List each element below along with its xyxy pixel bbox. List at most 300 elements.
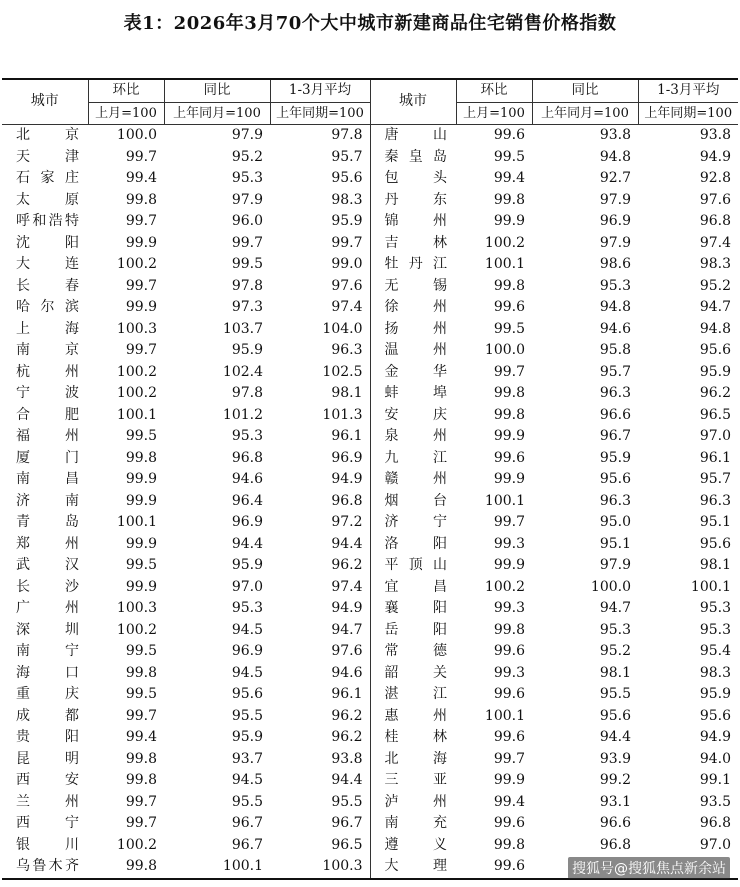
col-header-avg: 1-3月平均: [270, 79, 370, 102]
table-row: [2, 426, 738, 448]
yoy-value-right: 94.8: [599, 148, 631, 165]
city-name-right: 丹东: [370, 190, 456, 212]
avg-value: 98.3: [331, 191, 363, 208]
yoy-value-right: 95.7: [599, 363, 631, 380]
mom-value: 99.4: [125, 170, 157, 186]
col-subheader-mom: 上月=100: [88, 102, 164, 125]
city-name: 青岛: [16, 514, 80, 530]
table-row: [2, 276, 738, 298]
city-name: 南宁: [16, 643, 80, 659]
mom-value-right: 99.8: [493, 191, 525, 208]
yoy-value-right: 96.6: [599, 815, 631, 831]
mom-value: 99.7: [125, 793, 157, 810]
yoy-value-right: 96.6: [599, 406, 631, 423]
mom-value: 99.7: [125, 277, 157, 294]
yoy-value: 95.3: [231, 600, 263, 616]
mom-value: 100.2: [116, 836, 157, 853]
mom-value: 99.8: [125, 449, 157, 466]
col-header-mom-right: 环比: [456, 79, 532, 102]
avg-value: 98.1: [331, 385, 363, 401]
table-row: [2, 512, 738, 534]
city-name: 宁波: [16, 385, 80, 401]
header-row: [2, 79, 738, 102]
yoy-value: 94.5: [231, 621, 263, 638]
city-name-right: 桂林: [370, 727, 456, 749]
mom-value-right: 99.8: [493, 277, 525, 294]
table-row: [2, 319, 738, 341]
yoy-value: 99.5: [231, 256, 263, 272]
city-name: 北京: [16, 127, 80, 143]
avg-value: 97.4: [331, 299, 363, 315]
yoy-value-right: 95.2: [599, 643, 631, 659]
yoy-value: 95.3: [231, 428, 263, 444]
yoy-value: 93.7: [231, 750, 263, 767]
table-row: [2, 168, 738, 190]
city-name: 乌鲁木齐: [2, 856, 88, 879]
yoy-value-right: 94.4: [599, 729, 631, 745]
mom-value: 99.7: [125, 707, 157, 724]
mom-value: 99.8: [125, 772, 157, 788]
table-row: [2, 727, 738, 749]
table-row: [2, 233, 738, 255]
yoy-value: 96.9: [231, 514, 263, 530]
avg-value-right: 96.8: [699, 815, 731, 831]
city-name: 武汉: [16, 557, 80, 573]
table-row: [2, 663, 738, 685]
mom-value: 99.5: [125, 557, 157, 573]
mom-value-right: 99.3: [493, 664, 525, 681]
mom-value: 100.3: [116, 320, 157, 337]
city-name: 兰州: [16, 793, 80, 810]
mom-value-right: 99.6: [493, 815, 525, 831]
city-name-right: 安庆: [370, 405, 456, 427]
mom-value-right: 99.7: [493, 363, 525, 380]
mom-value: 99.9: [125, 299, 157, 315]
avg-value: 97.8: [331, 127, 363, 143]
city-name: 重庆: [16, 686, 80, 702]
mom-value-right: 99.6: [456, 856, 532, 879]
mom-value: 99.8: [125, 750, 157, 767]
col-header-city-right: 城市: [370, 79, 456, 125]
city-name-right: 常德: [370, 641, 456, 663]
city-name-right: 九江: [370, 448, 456, 470]
yoy-value: 95.3: [231, 170, 263, 186]
yoy-value-right: 96.7: [599, 428, 631, 444]
yoy-value-right: 93.8: [599, 127, 631, 143]
avg-value: 94.6: [331, 664, 363, 681]
city-name: 银川: [16, 836, 80, 853]
mom-value-right: 99.6: [493, 127, 525, 143]
city-name-right: 南充: [370, 813, 456, 835]
avg-value: 95.7: [331, 148, 363, 165]
yoy-value-right: 98.6: [599, 256, 631, 272]
col-header-yoy-right: 同比: [532, 79, 638, 102]
city-name: 海口: [16, 664, 80, 681]
avg-value-right: 95.6: [699, 707, 731, 724]
avg-value-right: 96.1: [699, 449, 731, 466]
yoy-value: 101.2: [222, 406, 263, 423]
avg-value-right: 98.3: [699, 664, 731, 681]
table-row: [2, 405, 738, 427]
avg-value: 100.3: [270, 856, 370, 879]
avg-value: 94.9: [331, 471, 363, 487]
avg-value: 99.0: [331, 256, 363, 272]
yoy-value-right: 93.9: [599, 750, 631, 767]
table-row: [2, 770, 738, 792]
city-name-right: 蚌埠: [370, 383, 456, 405]
city-name: 长沙: [16, 578, 80, 595]
mom-value: 100.2: [116, 621, 157, 638]
city-name-right: 徐州: [370, 297, 456, 319]
mom-value-right: 99.9: [493, 471, 525, 487]
col-subheader-mom-right: 上月=100: [456, 102, 532, 125]
city-name: 大连: [16, 256, 80, 272]
city-name: 郑州: [16, 535, 80, 552]
avg-value: 101.3: [322, 406, 363, 423]
yoy-value-right: 94.6: [599, 320, 631, 337]
mom-value-right: 100.1: [484, 256, 525, 272]
yoy-value-right: 98.1: [599, 664, 631, 681]
city-name-right: 烟台: [370, 491, 456, 513]
avg-value: 96.5: [331, 836, 363, 853]
yoy-value-right: 95.6: [599, 707, 631, 724]
yoy-value-right: 95.8: [599, 342, 631, 358]
city-name: 成都: [16, 707, 80, 724]
mom-value-right: 99.6: [493, 686, 525, 702]
col-subheader-yoy: 上年同月=100: [164, 102, 270, 125]
avg-value: 96.9: [331, 449, 363, 466]
col-header-avg-right: 1-3月平均: [638, 79, 738, 102]
mom-value-right: 99.6: [493, 729, 525, 745]
city-name: 长春: [16, 277, 80, 294]
col-header-yoy: 同比: [164, 79, 270, 102]
yoy-value-right: 96.9: [599, 213, 631, 229]
mom-value-right: 99.8: [493, 836, 525, 853]
mom-value: 99.7: [125, 342, 157, 358]
city-name: 广州: [16, 600, 80, 616]
avg-value: 99.7: [331, 234, 363, 251]
avg-value: 95.5: [331, 793, 363, 810]
avg-value: 94.4: [331, 772, 363, 788]
city-name: 沈阳: [16, 234, 80, 251]
city-name-right: 大理: [370, 856, 456, 879]
city-name-right: 秦皇岛: [370, 147, 456, 169]
price-index-table: [2, 78, 738, 880]
city-name: 福州: [16, 428, 80, 444]
city-name: 哈尔滨: [16, 299, 80, 315]
col-subheader-avg: 上年同期=100: [270, 102, 370, 125]
avg-value-right: 100.1: [690, 578, 731, 595]
yoy-value-right: 93.1: [599, 793, 631, 810]
mom-value: 99.5: [125, 643, 157, 659]
city-name-right: 宜昌: [370, 577, 456, 599]
mom-value-right: 99.9: [493, 428, 525, 444]
mom-value: 99.7: [125, 815, 157, 831]
mom-value: 99.7: [125, 213, 157, 229]
avg-value: 97.6: [331, 277, 363, 294]
yoy-value: 94.5: [231, 772, 263, 788]
yoy-value-right: 95.9: [599, 449, 631, 466]
mom-value-right: 99.4: [493, 170, 525, 186]
col-subheader-yoy-right: 上年同月=100: [532, 102, 638, 125]
mom-value: 99.9: [125, 535, 157, 552]
mom-value-right: 99.9: [493, 557, 525, 573]
col-header-city: 城市: [2, 79, 88, 125]
yoy-value-right: 95.3: [599, 621, 631, 638]
avg-value-right: 95.3: [699, 621, 731, 638]
yoy-value-right: 95.0: [599, 514, 631, 530]
avg-value: 96.8: [331, 492, 363, 509]
avg-value-right: 96.8: [699, 213, 731, 229]
table-row: [2, 706, 738, 728]
mom-value-right: 99.3: [493, 600, 525, 616]
yoy-value: 95.9: [231, 557, 263, 573]
table-row: [2, 448, 738, 470]
table-body: [2, 125, 738, 879]
yoy-value: 97.3: [231, 299, 263, 315]
avg-value: 94.4: [331, 535, 363, 552]
city-name-right: 岳阳: [370, 620, 456, 642]
city-name: 南昌: [16, 471, 80, 487]
avg-value-right: 94.9: [699, 148, 731, 165]
avg-value-right: 95.6: [699, 342, 731, 358]
mom-value-right: 99.8: [493, 406, 525, 423]
city-name-right: 金华: [370, 362, 456, 384]
city-name-right: 湛江: [370, 684, 456, 706]
mom-value-right: 99.9: [493, 213, 525, 229]
mom-value-right: 99.9: [493, 772, 525, 788]
avg-value-right: 97.0: [699, 428, 731, 444]
avg-value: 96.2: [331, 729, 363, 745]
avg-value-right: 95.6: [699, 535, 731, 552]
yoy-value: 99.7: [231, 234, 263, 251]
city-name: 济南: [16, 492, 80, 509]
mom-value: 100.1: [116, 514, 157, 530]
mom-value: 100.2: [116, 256, 157, 272]
city-name: 南京: [16, 342, 80, 358]
city-name-right: 襄阳: [370, 598, 456, 620]
yoy-value: 94.6: [231, 471, 263, 487]
mom-value: 99.8: [88, 856, 164, 879]
yoy-value: 96.8: [231, 449, 263, 466]
avg-value-right: 95.9: [699, 363, 731, 380]
yoy-value: 97.9: [231, 127, 263, 143]
city-name-right: 牡丹江: [370, 254, 456, 276]
table-row: [2, 469, 738, 491]
yoy-value-right: 96.3: [599, 492, 631, 509]
yoy-value-right: 94.7: [599, 600, 631, 616]
mom-value-right: 99.7: [493, 514, 525, 530]
mom-value-right: 100.1: [484, 492, 525, 509]
yoy-value: 97.9: [231, 191, 263, 208]
table-row: [2, 684, 738, 706]
city-name: 西宁: [16, 815, 80, 831]
yoy-value-right: 100.0: [590, 578, 631, 595]
yoy-value: 96.0: [231, 213, 263, 229]
yoy-value-right: 94.8: [599, 299, 631, 315]
avg-value: 96.1: [331, 686, 363, 702]
mom-value: 99.4: [125, 729, 157, 745]
mom-value-right: 100.2: [484, 578, 525, 595]
avg-value-right: 95.1: [699, 514, 731, 530]
city-name: 昆明: [16, 750, 80, 767]
mom-value: 99.8: [125, 664, 157, 681]
table-row: [2, 362, 738, 384]
yoy-value: 102.4: [222, 363, 263, 380]
yoy-value: 95.5: [231, 707, 263, 724]
avg-value: 97.4: [331, 578, 363, 595]
city-name-right: 赣州: [370, 469, 456, 491]
yoy-value: 95.9: [231, 342, 263, 358]
avg-value: 104.0: [322, 320, 363, 337]
yoy-value: 95.2: [231, 148, 263, 165]
avg-value: 96.2: [331, 707, 363, 724]
table-row: [2, 792, 738, 814]
avg-value-right: 92.8: [699, 170, 731, 186]
avg-value: 97.6: [331, 643, 363, 659]
table-row: [2, 125, 738, 147]
avg-value-right: 94.8: [699, 320, 731, 337]
yoy-value: 97.0: [231, 578, 263, 595]
table-row: [2, 211, 738, 233]
city-name: 贵阳: [16, 729, 80, 745]
city-name-right: 遵义: [370, 835, 456, 857]
mom-value: 99.9: [125, 578, 157, 595]
avg-value: 102.5: [322, 363, 363, 380]
mom-value-right: 100.1: [484, 707, 525, 724]
yoy-value: 95.9: [231, 729, 263, 745]
yoy-value: 95.6: [231, 686, 263, 702]
mom-value-right: 99.5: [493, 148, 525, 165]
avg-value-right: 93.5: [699, 793, 731, 810]
avg-value-right: 95.4: [699, 643, 731, 659]
city-name: 上海: [16, 320, 80, 337]
table-row: [2, 190, 738, 212]
city-name-right: 泸州: [370, 792, 456, 814]
city-name-right: 锦州: [370, 211, 456, 233]
mom-value: 99.7: [125, 148, 157, 165]
city-name-right: 泉州: [370, 426, 456, 448]
mom-value-right: 99.6: [493, 299, 525, 315]
yoy-value-right: 97.9: [599, 557, 631, 573]
table-row: [2, 835, 738, 857]
mom-value: 99.9: [125, 471, 157, 487]
col-subheader-avg-right: 上年同期=100: [638, 102, 738, 125]
city-name: 厦门: [16, 449, 80, 466]
yoy-value-right: 95.6: [599, 471, 631, 487]
table-row: [2, 254, 738, 276]
avg-value: 97.2: [331, 514, 363, 530]
avg-value-right: 95.2: [699, 277, 731, 294]
yoy-value-right: 99.2: [599, 772, 631, 788]
avg-value-right: 97.6: [699, 191, 731, 208]
mom-value: 99.5: [125, 428, 157, 444]
avg-value-right: 96.3: [699, 492, 731, 509]
city-name-right: 济宁: [370, 512, 456, 534]
avg-value-right: 97.4: [699, 234, 731, 251]
avg-value-right: 97.0: [699, 836, 731, 853]
yoy-value-right: 92.7: [599, 170, 631, 186]
city-name-right: 温州: [370, 340, 456, 362]
mom-value: 100.2: [116, 363, 157, 380]
mom-value-right: 99.6: [493, 643, 525, 659]
city-name-right: 吉林: [370, 233, 456, 255]
city-name-right: 三亚: [370, 770, 456, 792]
table-row: [2, 641, 738, 663]
table-row: [2, 491, 738, 513]
avg-value: 96.2: [331, 557, 363, 573]
mom-value: 99.9: [125, 234, 157, 251]
mom-value-right: 99.5: [493, 320, 525, 337]
yoy-value: 94.5: [231, 664, 263, 681]
city-name-right: 北海: [370, 749, 456, 771]
avg-value: 93.8: [331, 750, 363, 767]
mom-value: 99.9: [125, 492, 157, 509]
avg-value-right: 96.2: [699, 385, 731, 401]
avg-value: 96.1: [331, 428, 363, 444]
avg-value: 96.7: [331, 815, 363, 831]
avg-value: 96.3: [331, 342, 363, 358]
avg-value-right: 94.7: [699, 299, 731, 315]
city-name-right: 洛阳: [370, 534, 456, 556]
city-name-right: 扬州: [370, 319, 456, 341]
table-row: [2, 147, 738, 169]
city-name: 杭州: [16, 363, 80, 380]
mom-value-right: 99.4: [493, 793, 525, 810]
city-name-right: 唐山: [370, 125, 456, 147]
mom-value-right: 99.7: [493, 750, 525, 767]
avg-value: 95.6: [331, 170, 363, 186]
yoy-value-right: 96.3: [599, 385, 631, 401]
avg-value-right: 94.9: [699, 729, 731, 745]
table-row: [2, 534, 738, 556]
mom-value: 100.3: [116, 600, 157, 616]
mom-value-right: 99.8: [493, 621, 525, 638]
yoy-value: 97.8: [231, 277, 263, 294]
table-row: [2, 620, 738, 642]
yoy-value-right: 97.9: [599, 234, 631, 251]
table-row: [2, 577, 738, 599]
yoy-value: 96.7: [231, 815, 263, 831]
table-row: [2, 555, 738, 577]
avg-value: 94.7: [331, 621, 363, 638]
mom-value-right: 99.8: [493, 385, 525, 401]
mom-value: 99.8: [125, 191, 157, 208]
table-row: [2, 297, 738, 319]
yoy-value: 95.5: [231, 793, 263, 810]
city-name-right: 无锡: [370, 276, 456, 298]
city-name-right: 惠州: [370, 706, 456, 728]
mom-value-right: 99.6: [493, 449, 525, 466]
yoy-value: 97.8: [231, 385, 263, 401]
city-name: 西安: [16, 772, 80, 788]
city-name: 石家庄: [16, 170, 80, 186]
avg-value-right: 95.7: [699, 471, 731, 487]
yoy-value: 96.9: [231, 643, 263, 659]
avg-value-right: 94.0: [699, 750, 731, 767]
yoy-value: 100.1: [164, 856, 270, 879]
col-header-mom: 环比: [88, 79, 164, 102]
avg-value-right: 95.3: [699, 600, 731, 616]
yoy-value-right: 96.8: [599, 836, 631, 853]
city-name: 合肥: [16, 406, 80, 423]
avg-value-right: 99.1: [699, 772, 731, 788]
city-name: 深圳: [16, 621, 80, 638]
table-row: [2, 598, 738, 620]
yoy-value-right: 97.9: [599, 191, 631, 208]
yoy-value: 103.7: [222, 320, 263, 337]
mom-value: 100.1: [116, 406, 157, 423]
